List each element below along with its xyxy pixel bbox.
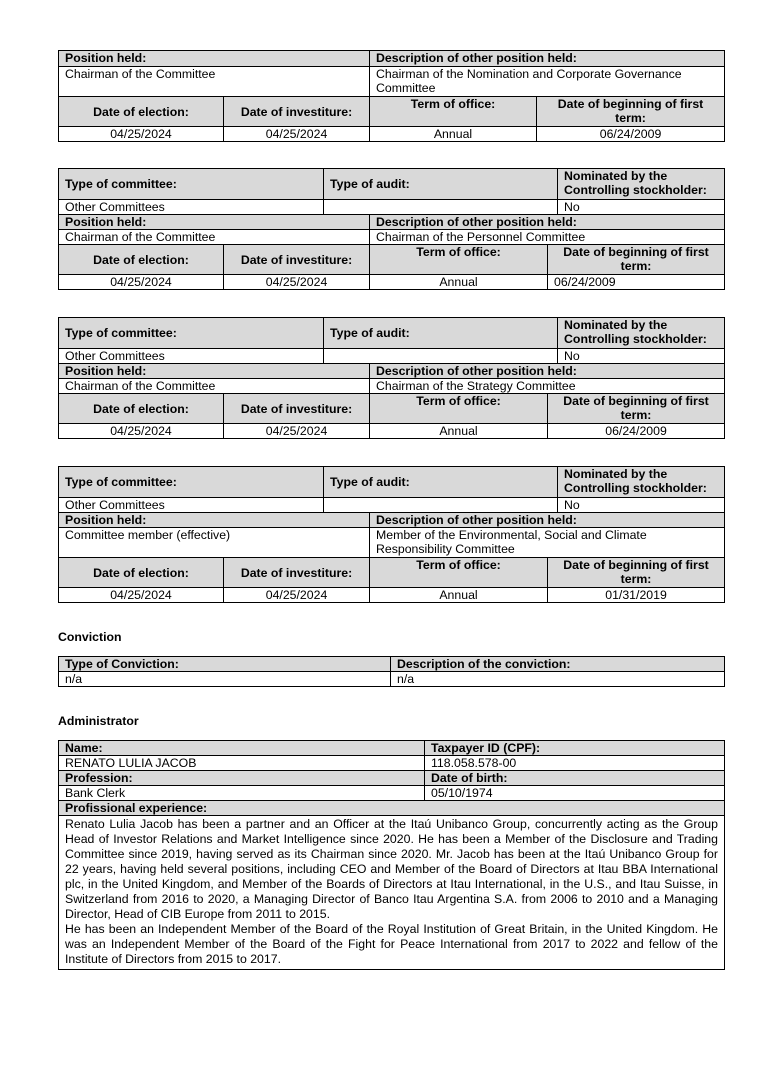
first-term-date-value: 01/31/2019: [548, 588, 725, 603]
election-date-label: Date of election:: [59, 558, 224, 588]
first-term-date-value: 06/24/2009: [548, 424, 725, 439]
experience-label: Profissional experience:: [59, 801, 725, 816]
term-of-office-value: Annual: [370, 588, 548, 603]
first-term-date-label: Date of beginning of first term:: [548, 558, 725, 588]
nominated-by-controller-value: No: [558, 200, 725, 215]
conviction-description-label: Description of the conviction:: [391, 657, 725, 672]
cpf-value: 118.058.578-00: [425, 756, 725, 771]
other-position-description-label: Description of other position held:: [370, 513, 725, 528]
investiture-date-label: Date of investiture:: [224, 245, 370, 275]
committee-type-label: Type of committee:: [59, 318, 324, 349]
first-term-date-label: Date of beginning of first term:: [548, 394, 725, 424]
other-position-description-label: Description of other position held:: [370, 364, 725, 379]
conviction-type-value: n/a: [59, 672, 391, 687]
election-date-value: 04/25/2024: [59, 588, 224, 603]
nominated-by-controller-value: No: [558, 349, 725, 364]
nominated-by-controller-label: Nominated by the Controlling stockholder:: [558, 318, 725, 349]
other-position-description-label: Description of other position held:: [370, 215, 725, 230]
investiture-date-label: Date of investiture:: [224, 394, 370, 424]
first-term-date-value: 06/24/2009: [537, 127, 725, 142]
first-term-date-label: Date of beginning of first term:: [548, 245, 725, 275]
administrator-heading: Administrator: [58, 714, 139, 728]
committee-type-label: Type of committee:: [59, 169, 324, 200]
other-position-description-label: Description of other position held:: [370, 51, 725, 67]
experience-paragraph-2: He has been an Independent Member of the Board of the Royal Institution of Great Britain, in the United Kingdom. He was an Independent Member of the Board of the Fight for Peace International from 2017 to 2022 and fellow of the Institute of Directors from 2015 to 2017.: [65, 922, 718, 966]
committee-type-label: Type of committee:: [59, 467, 324, 498]
audit-type-value: [324, 498, 558, 513]
birth-date-value: 05/10/1974: [425, 786, 725, 801]
first-term-date-label: Date of beginning of first term:: [537, 97, 725, 127]
other-position-description-value: Chairman of the Strategy Committee: [370, 379, 725, 394]
position-held-label: Position held:: [59, 364, 370, 379]
election-date-value: 04/25/2024: [59, 127, 224, 142]
nominated-by-controller-label: Nominated by the Controlling stockholder:: [558, 169, 725, 200]
committee-type-value: Other Committees: [59, 498, 324, 513]
committee-type-value: Other Committees: [59, 200, 324, 215]
term-of-office-value: Annual: [370, 275, 548, 290]
profession-value: Bank Clerk: [59, 786, 425, 801]
term-of-office-label: Term of office:: [370, 558, 548, 588]
committee-table-environmental: [58, 466, 725, 603]
audit-type-label: Type of audit:: [324, 467, 558, 498]
conviction-description-value: n/a: [391, 672, 725, 687]
position-held-value: Committee member (effective): [59, 528, 370, 558]
election-date-value: 04/25/2024: [59, 275, 224, 290]
election-date-label: Date of election:: [59, 97, 224, 127]
nominated-by-controller-value: No: [558, 498, 725, 513]
other-position-description-value: Chairman of the Personnel Committee: [370, 230, 725, 245]
election-date-value: 04/25/2024: [59, 424, 224, 439]
name-value: RENATO LULIA JACOB: [59, 756, 425, 771]
experience-text: [59, 816, 725, 970]
profession-label: Profession:: [59, 771, 425, 786]
conviction-type-label: Type of Conviction:: [59, 657, 391, 672]
position-held-value: Chairman of the Committee: [59, 379, 370, 394]
other-position-description-value: Chairman of the Nomination and Corporate Governance Committee: [370, 67, 725, 97]
election-date-label: Date of election:: [59, 394, 224, 424]
investiture-date-value: 04/25/2024: [224, 275, 370, 290]
committee-type-value: Other Committees: [59, 349, 324, 364]
investiture-date-value: 04/25/2024: [224, 588, 370, 603]
position-held-label: Position held:: [59, 51, 370, 67]
investiture-date-label: Date of investiture:: [224, 558, 370, 588]
position-held-value: Chairman of the Committee: [59, 230, 370, 245]
name-label: Name:: [59, 741, 425, 756]
position-table-nomination: [58, 50, 725, 142]
cpf-label: Taxpayer ID (CPF):: [425, 741, 725, 756]
audit-type-label: Type of audit:: [324, 169, 558, 200]
first-term-date-value: 06/24/2009: [548, 275, 725, 290]
term-of-office-label: Term of office:: [370, 97, 537, 127]
conviction-table: [58, 656, 725, 687]
investiture-date-label: Date of investiture:: [224, 97, 370, 127]
audit-type-value: [324, 200, 558, 215]
birth-date-label: Date of birth:: [425, 771, 725, 786]
term-of-office-value: Annual: [370, 424, 548, 439]
investiture-date-value: 04/25/2024: [224, 127, 370, 142]
position-held-label: Position held:: [59, 215, 370, 230]
administrator-table: [58, 740, 725, 970]
audit-type-label: Type of audit:: [324, 318, 558, 349]
position-held-value: Chairman of the Committee: [59, 67, 370, 97]
other-position-description-value: Member of the Environmental, Social and Climate Responsibility Committee: [370, 528, 725, 558]
committee-table-strategy: [58, 317, 725, 439]
term-of-office-label: Term of office:: [370, 394, 548, 424]
nominated-by-controller-label: Nominated by the Controlling stockholder:: [558, 467, 725, 498]
position-held-label: Position held:: [59, 513, 370, 528]
term-of-office-label: Term of office:: [370, 245, 548, 275]
experience-paragraph-1: Renato Lulia Jacob has been a partner and an Officer at the Itaú Unibanco Group, concurrently acting as the Group Head of Investor Relations and Market Intelligence since 2020. He has been a Member of the Disclosure and Trading Committee since 2019, having served as its Chairman since 2020. Mr. Jacob has been at the Itaú Unibanco Group for 22 years, having held several positions, including CEO and Member of the Board of Directors at Itau BBA International plc, in the United Kingdom, and Member of the Boards of Directors at Itau International, in the U.S., and Itau Suisse, in Switzerland from 2016 to 2020, a Managing Director of Banco Itau Argentina S.A. from 2006 to 2010 and a Managing Director, Head of CIB Europe from 2011 to 2015.: [65, 817, 718, 921]
committee-table-personnel: [58, 168, 725, 290]
investiture-date-value: 04/25/2024: [224, 424, 370, 439]
audit-type-value: [324, 349, 558, 364]
conviction-heading: Conviction: [58, 630, 122, 644]
term-of-office-value: Annual: [370, 127, 537, 142]
election-date-label: Date of election:: [59, 245, 224, 275]
